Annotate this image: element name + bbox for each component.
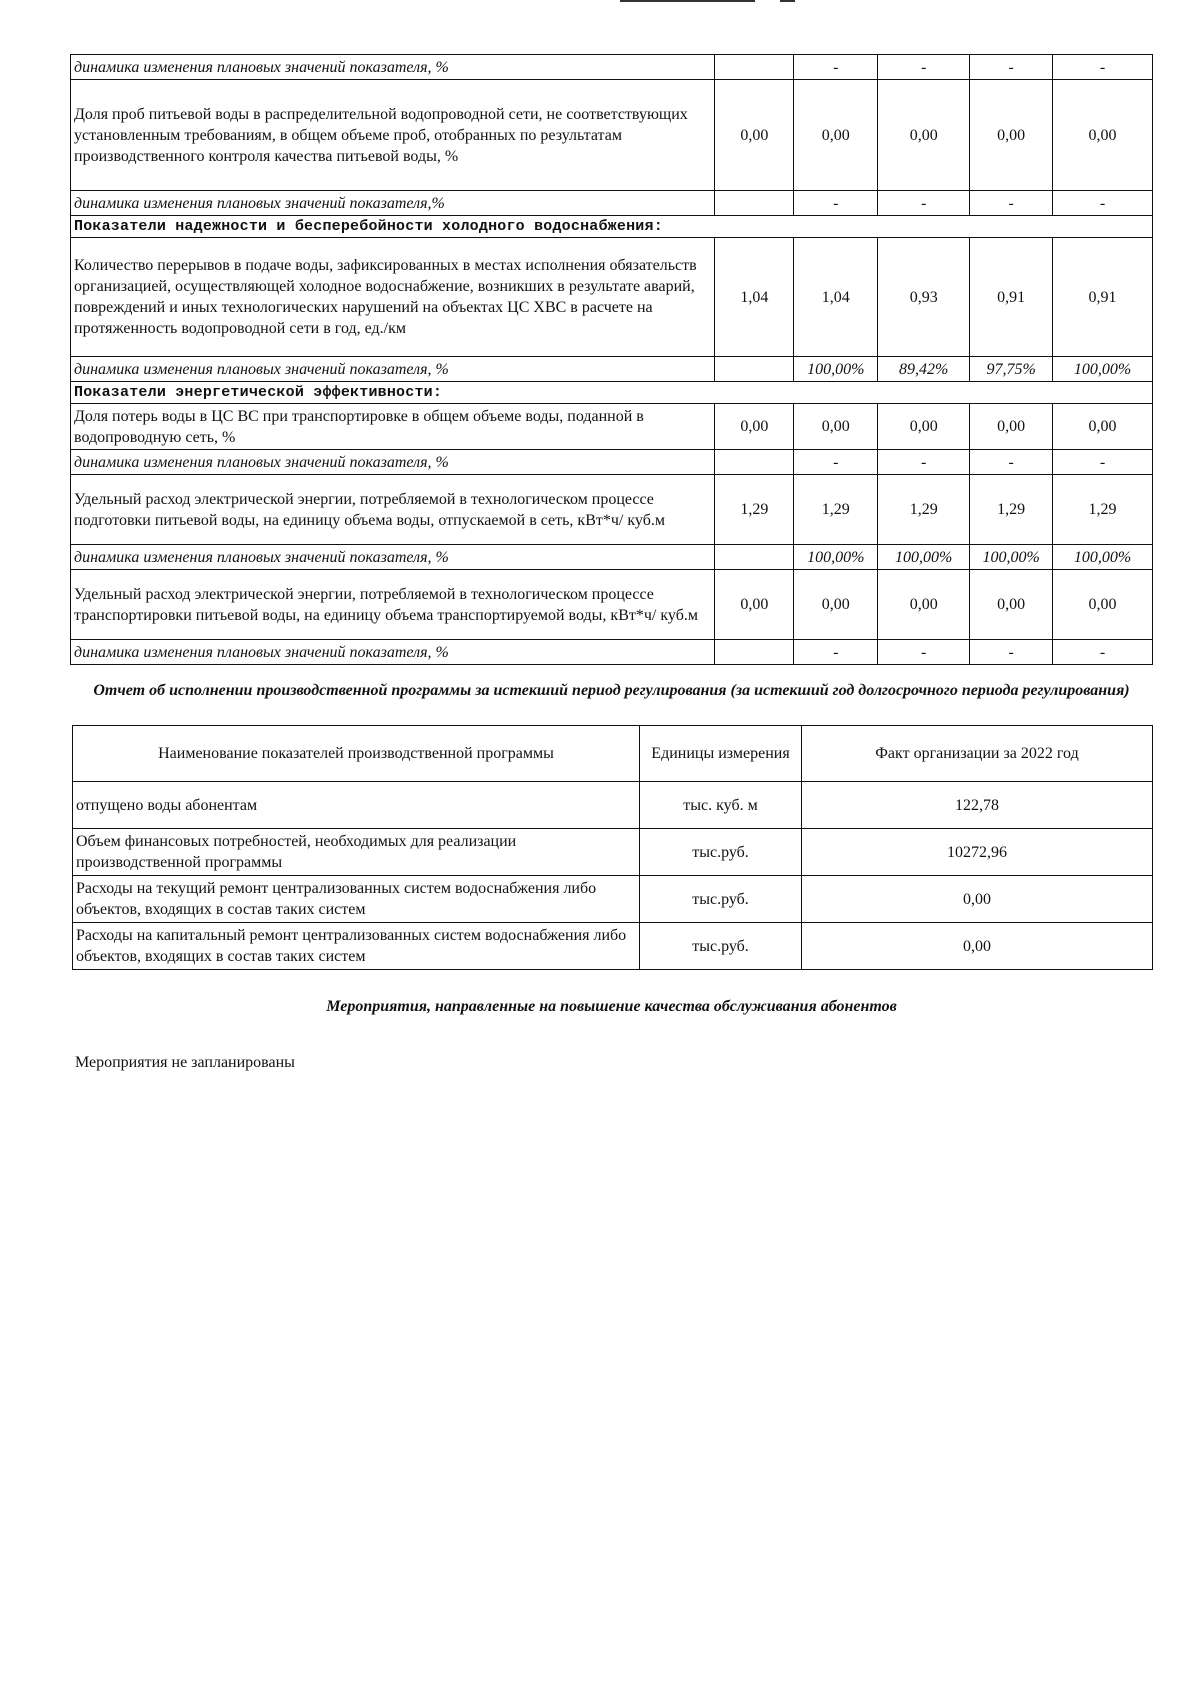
value-cell: 0,00 <box>970 404 1053 450</box>
value-cell: 0,93 <box>878 238 970 357</box>
top-edge-mark-short <box>780 0 795 2</box>
report-fact-value: 122,78 <box>802 782 1153 829</box>
value-cell: - <box>1053 640 1153 665</box>
value-cell: 0,00 <box>1053 80 1153 191</box>
value-cell: 0,00 <box>715 80 794 191</box>
dynamics-row <box>71 545 1153 570</box>
report-fact-value: 10272,96 <box>802 829 1153 876</box>
value-cell: - <box>1053 55 1153 80</box>
report-row <box>73 829 1153 876</box>
dynamics-label: динамика изменения плановых значений показателя, % <box>71 545 715 570</box>
report-indicator-name: Объем финансовых потребностей, необходимых для реализации производственной программы <box>73 829 640 876</box>
value-cell: 100,00% <box>794 545 878 570</box>
value-cell <box>715 545 794 570</box>
value-cell: 0,00 <box>970 570 1053 640</box>
report-header-row <box>73 726 1153 782</box>
dynamics-label: динамика изменения плановых значений показателя, % <box>71 450 715 475</box>
report-row <box>73 923 1153 970</box>
value-cell: - <box>1053 450 1153 475</box>
value-cell: - <box>794 55 878 80</box>
value-cell: - <box>878 55 970 80</box>
report-indicator-name: Расходы на текущий ремонт централизованных систем водоснабжения либо объектов, входящих в состав таких систем <box>73 876 640 923</box>
measures-text: Мероприятия не запланированы <box>75 1054 295 1071</box>
section-title: Показатели надежности и бесперебойности холодного водоснабжения: <box>71 216 1153 238</box>
value-cell: - <box>794 450 878 475</box>
dynamics-label: динамика изменения плановых значений показателя, % <box>71 55 715 80</box>
report-indicator-name: отпущено воды абонентам <box>73 782 640 829</box>
header-indicator-name: Наименование показателей производственной программы <box>73 726 640 782</box>
value-cell: - <box>794 191 878 216</box>
report-units: тыс.руб. <box>640 829 802 876</box>
dynamics-row <box>71 357 1153 382</box>
report-units: тыс.руб. <box>640 923 802 970</box>
value-cell <box>715 55 794 80</box>
dynamics-row <box>71 640 1153 665</box>
value-cell: 100,00% <box>1053 357 1153 382</box>
value-cell: 0,00 <box>878 570 970 640</box>
indicator-row <box>71 80 1153 191</box>
value-cell: 1,29 <box>970 475 1053 545</box>
value-cell <box>715 450 794 475</box>
value-cell: - <box>970 55 1053 80</box>
report-row <box>73 876 1153 923</box>
section-title: Показатели энергетической эффективности: <box>71 382 1153 404</box>
section-row <box>71 216 1153 238</box>
dynamics-label: динамика изменения плановых значений показателя,% <box>71 191 715 216</box>
value-cell: - <box>970 191 1053 216</box>
value-cell: - <box>970 450 1053 475</box>
value-cell: 0,91 <box>970 238 1053 357</box>
indicator-name: Доля проб питьевой воды в распределительной водопроводной сети, не соответствующих установленным требованиям, в общем объеме проб, отобранных по результатам производственного контроля качества питьевой воды, % <box>71 80 715 191</box>
indicator-name: Удельный расход электрической энергии, потребляемой в технологическом процессе подготовки питьевой воды, на единицу объема воды, отпускаемой в сеть, кВт*ч/ куб.м <box>71 475 715 545</box>
value-cell: 0,00 <box>878 80 970 191</box>
indicators-table <box>70 54 1153 665</box>
value-cell: 0,00 <box>878 404 970 450</box>
value-cell: - <box>878 640 970 665</box>
value-cell: 0,00 <box>970 80 1053 191</box>
report-title: Отчет об исполнении производственной программы за истекший период регулирования (за истекший год долгосрочного периода регулирования) <box>93 682 1130 699</box>
value-cell: 97,75% <box>970 357 1053 382</box>
report-row <box>73 782 1153 829</box>
section-row <box>71 382 1153 404</box>
value-cell: - <box>1053 191 1153 216</box>
indicator-row <box>71 570 1153 640</box>
value-cell: 0,00 <box>794 404 878 450</box>
value-cell: 0,00 <box>715 570 794 640</box>
header-units: Единицы измерения <box>640 726 802 782</box>
top-edge-mark <box>620 0 755 2</box>
value-cell: 0,91 <box>1053 238 1153 357</box>
value-cell: 100,00% <box>970 545 1053 570</box>
dynamics-row <box>71 55 1153 80</box>
value-cell: 1,04 <box>715 238 794 357</box>
value-cell <box>715 357 794 382</box>
value-cell: 1,29 <box>715 475 794 545</box>
report-fact-value: 0,00 <box>802 876 1153 923</box>
value-cell: 0,00 <box>1053 404 1153 450</box>
value-cell: 0,00 <box>794 570 878 640</box>
value-cell: 0,00 <box>794 80 878 191</box>
value-cell: - <box>878 191 970 216</box>
report-table <box>72 725 1153 970</box>
value-cell <box>715 191 794 216</box>
value-cell: 1,29 <box>878 475 970 545</box>
indicator-name: Количество перерывов в подаче воды, зафиксированных в местах исполнения обязательств организацией, осуществляющей холодное водоснабжение, возникших в результате аварий, повреждений и иных технологических нарушений на объектах ЦС ХВС в расчете на протяженность водопроводной сети в год, ед./км <box>71 238 715 357</box>
dynamics-row <box>71 191 1153 216</box>
value-cell: 100,00% <box>878 545 970 570</box>
value-cell: 89,42% <box>878 357 970 382</box>
value-cell: 100,00% <box>1053 545 1153 570</box>
value-cell <box>715 640 794 665</box>
dynamics-label: динамика изменения плановых значений показателя, % <box>71 640 715 665</box>
value-cell: - <box>878 450 970 475</box>
value-cell: 0,00 <box>715 404 794 450</box>
indicator-row <box>71 475 1153 545</box>
value-cell: 1,29 <box>794 475 878 545</box>
value-cell: 0,00 <box>1053 570 1153 640</box>
dynamics-label: динамика изменения плановых значений показателя, % <box>71 357 715 382</box>
indicator-row <box>71 404 1153 450</box>
report-units: тыс. куб. м <box>640 782 802 829</box>
dynamics-row <box>71 450 1153 475</box>
report-fact-value: 0,00 <box>802 923 1153 970</box>
indicator-name: Доля потерь воды в ЦС ВС при транспортировке в общем объеме воды, поданной в водопроводную сеть, % <box>71 404 715 450</box>
value-cell: 1,29 <box>1053 475 1153 545</box>
header-fact-2022: Факт организации за 2022 год <box>802 726 1153 782</box>
indicator-name: Удельный расход электрической энергии, потребляемой в технологическом процессе транспортировки питьевой воды, на единицу объема транспортируемой воды, кВт*ч/ куб.м <box>71 570 715 640</box>
value-cell: 100,00% <box>794 357 878 382</box>
indicator-row <box>71 238 1153 357</box>
report-units: тыс.руб. <box>640 876 802 923</box>
value-cell: - <box>970 640 1053 665</box>
measures-title: Мероприятия, направленные на повышение качества обслуживания абонентов <box>326 998 897 1015</box>
report-indicator-name: Расходы на капитальный ремонт централизованных систем водоснабжения либо объектов, входящих в состав таких систем <box>73 923 640 970</box>
value-cell: - <box>794 640 878 665</box>
value-cell: 1,04 <box>794 238 878 357</box>
